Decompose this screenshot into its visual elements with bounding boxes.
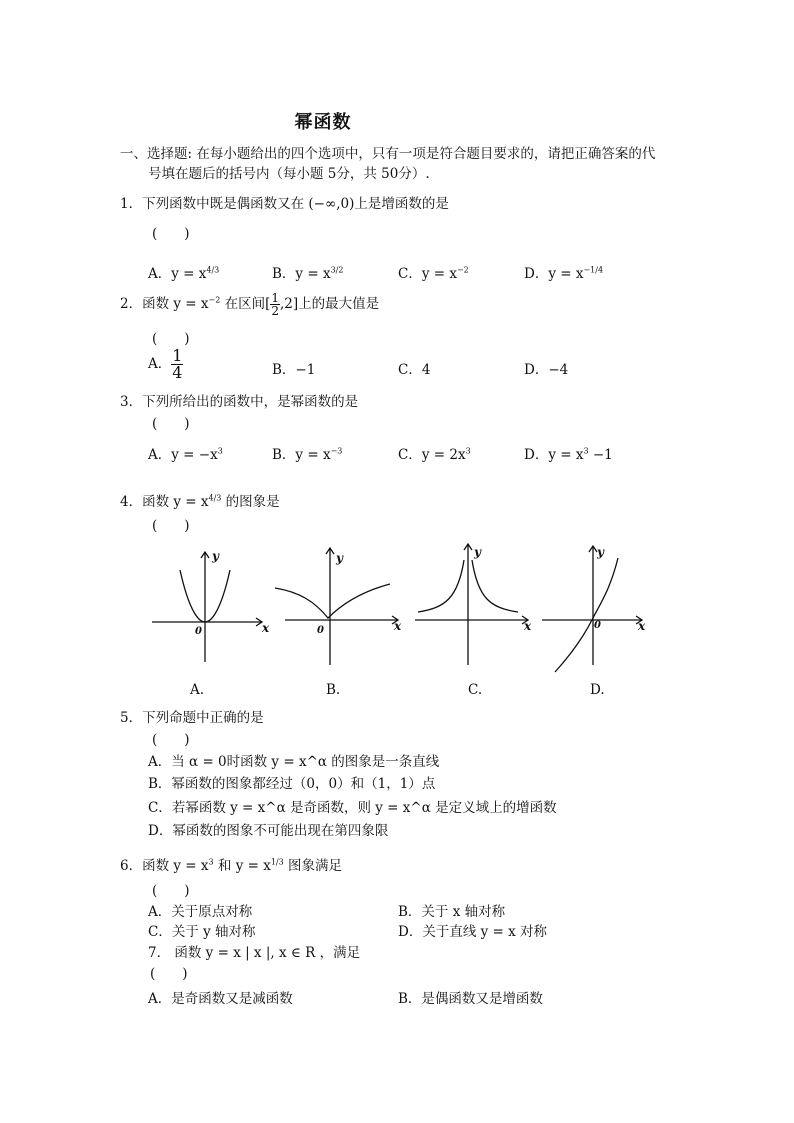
question-4-stem: 4．函数 $y = x^{4/3}$ 的图象是	[120, 493, 280, 510]
graph-label-c: C.	[468, 682, 483, 698]
graph-a-y-label: y	[212, 549, 219, 563]
graph-c	[415, 544, 528, 665]
graph-c-y-label: y	[474, 545, 481, 559]
graph-d-origin: 0	[594, 620, 601, 631]
question-5-option-c: C．若幂函数 y = x^α 是奇函数，则 y = x^α 是定义域上的增函数	[148, 800, 557, 816]
graph-a-x-label: x	[262, 621, 270, 635]
graph-b-origin: 0	[317, 625, 324, 636]
question-6-option-c: C．关于 y 轴对称	[148, 924, 256, 940]
question-5-option-a: A．当 α = 0时函数 y = x^α 的图象是一条直线	[148, 754, 440, 770]
question-3-answer-blank: ( )	[152, 416, 190, 432]
question-6-option-d: D．关于直线 y = x 对称	[398, 924, 548, 940]
question-1-stem: 1．下列函数中既是偶函数又在 (−∞,0)上是增函数的是	[120, 196, 449, 212]
question-3-option-b: B．$y = x^{-3}$	[272, 446, 343, 463]
graph-a	[152, 552, 262, 662]
question-2-option-b: B．−1	[272, 362, 316, 378]
question-7-option-a: A．是奇函数又是减函数	[148, 991, 293, 1007]
question-1-option-c: C．$y = x^{-2}$	[398, 265, 469, 282]
question-2-option-d: D．−4	[524, 362, 569, 378]
question-1-answer-blank: ( )	[152, 226, 190, 242]
graph-c-x-label: x	[524, 619, 532, 633]
question-2-option-c: C．4	[398, 362, 431, 378]
graph-a-origin: 0	[195, 626, 202, 637]
question-7-answer-blank: ( )	[150, 966, 188, 982]
graph-d-y-label: y	[597, 545, 604, 559]
question-1-option-a: A．$y = x^{4/3}$	[148, 265, 220, 282]
fraction-one-half: $\frac{1}{2}$	[271, 291, 280, 318]
question-5-option-d: D．幂函数的图象不可能出现在第四象限	[148, 823, 389, 839]
question-6-option-b: B．关于 x 轴对称	[398, 904, 506, 920]
question-5-answer-blank: ( )	[152, 732, 190, 748]
graph-b-x-label: x	[394, 619, 402, 633]
question-2-answer-blank: ( )	[152, 331, 190, 347]
question-3-stem: 3．下列所给出的函数中，是幂函数的是	[120, 394, 359, 410]
graph-label-d: D.	[590, 682, 605, 698]
graph-label-a: A.	[190, 682, 205, 698]
question-6-answer-blank: ( )	[152, 883, 190, 899]
section-instruction-line1: 一、选择题: 在每小题给出的四个选项中，只有一项是符合题目要求的，请把正确答案的代	[120, 146, 656, 162]
question-2-option-a: A． $\frac{1}{4}$	[148, 346, 183, 382]
question-6-stem: 6．函数 $y = x^3$ 和 $y = x^{1/3}$ 图象满足	[120, 857, 342, 874]
question-5-stem: 5．下列命题中正确的是	[120, 710, 264, 726]
question-2-stem: 2．函数 $y = x^{-2}$ 在区间[ $\frac{1}{2}$ ,2]上的最大值是	[120, 291, 380, 318]
graph-d	[542, 546, 642, 672]
graph-d-x-label: x	[638, 619, 646, 633]
question-3-option-c: C．$y = 2x^3$	[398, 446, 471, 463]
question-1-option-d: D．$y = x^{-1/4}$	[524, 265, 604, 282]
question-3-option-a: A．$y = -x^3$	[148, 446, 223, 463]
question-1-option-b: B．$y = x^{3/2}$	[272, 265, 344, 282]
question-3-option-d: D．$y = x^3 -1$	[524, 446, 613, 463]
page-title: 幂函数	[294, 112, 352, 133]
question-6-option-a: A．关于原点对称	[148, 904, 253, 920]
question-7-stem: 7． 函数 y = x | x |, x ∈ R ，满足	[148, 945, 361, 961]
section-instruction-line2: 号填在题后的括号内（每小题 5分，共 50分）.	[148, 166, 430, 182]
question-7-option-b: B．是偶函数又是增函数	[398, 991, 543, 1007]
question-4-answer-blank: ( )	[152, 518, 190, 534]
graph-b	[275, 548, 398, 665]
graph-b-y-label: y	[336, 551, 343, 565]
question-5-option-b: B．幂函数的图象都经过（0，0）和（1，1）点	[148, 776, 436, 792]
question-4-graphs	[150, 540, 650, 680]
graph-label-b: B.	[326, 682, 341, 698]
